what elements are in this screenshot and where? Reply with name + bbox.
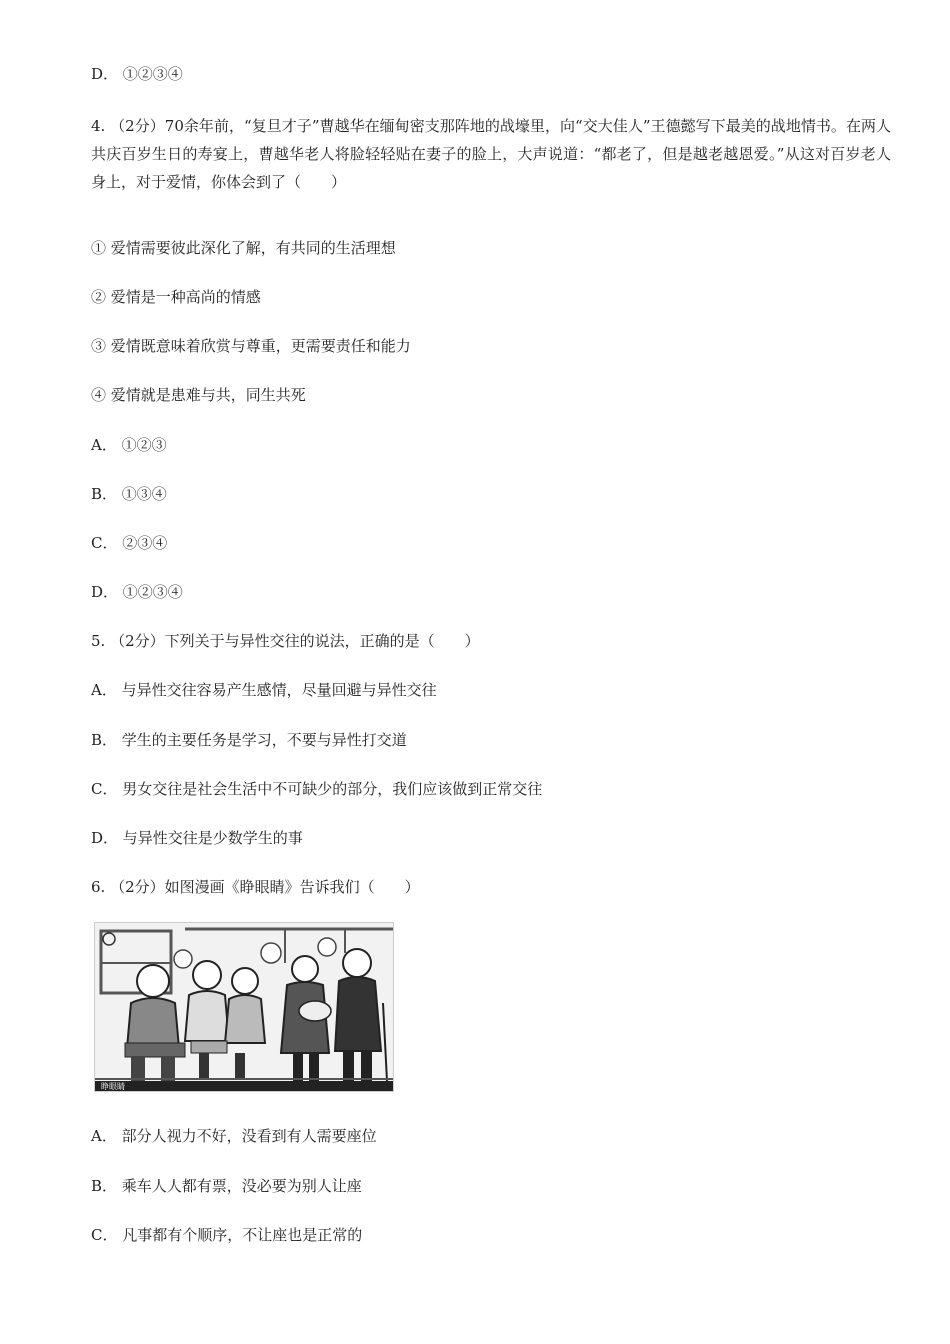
- q5-option-b[interactable]: B． 学生的主要任务是学习，不要与异性打交道: [91, 731, 407, 749]
- q4-option-d[interactable]: D． ①②③④: [91, 583, 183, 601]
- q6-option-a[interactable]: A． 部分人视力不好，没看到有人需要座位: [91, 1127, 377, 1145]
- q5-stem: 5. （2分）下列关于与异性交往的说法，正确的是（ ）: [91, 632, 480, 650]
- comic-image: [94, 922, 394, 1092]
- q4-statement: ③ 爱情既意味着欣赏与尊重，更需要责任和能力: [91, 337, 411, 355]
- q6-option-b[interactable]: B． 乘车人人都有票，没必要为别人让座: [91, 1177, 362, 1195]
- q5-option-d[interactable]: D． 与异性交往是少数学生的事: [91, 829, 303, 847]
- q6-option-c[interactable]: C． 凡事都有个顺序，不让座也是正常的: [91, 1226, 363, 1244]
- q4-statement: ① 爱情需要彼此深化了解，有共同的生活理想: [91, 239, 396, 257]
- q4-option-c[interactable]: C． ②③④: [91, 534, 168, 552]
- q4-stem: 4. （2分）70余年前，“复旦才子”曹越华在缅甸密支那阵地的战壕里，向“交大佳人”王德懿写下最美的战地情书。在两人共庆百岁生日的寿宴上，曹越华老人将脸轻轻贴在妻子的脸上，大声说道：“都老了，但是越老越恩爱。”从这对百岁老人身上，对于爱情，你体会到了（ ）: [91, 117, 891, 191]
- q5-option-a[interactable]: A． 与异性交往容易产生感情，尽量回避与异性交往: [91, 681, 437, 699]
- q4-option-a[interactable]: A． ①②③: [91, 436, 167, 454]
- q6-stem: 6. （2分）如图漫画《睁眼睛》告诉我们（ ）: [91, 878, 420, 896]
- comic-caption: 睁眼睛: [101, 1082, 125, 1091]
- q4-statement: ② 爱情是一种高尚的情感: [91, 288, 261, 306]
- q3-option-d: D． ①②③④: [91, 65, 183, 83]
- q5-option-c[interactable]: C． 男女交往是社会生活中不可缺少的部分，我们应该做到正常交往: [91, 780, 543, 798]
- q4-statement: ④ 爱情就是患难与共，同生共死: [91, 386, 306, 404]
- comic-illustration: [95, 923, 393, 1091]
- q4-option-b[interactable]: B． ①③④: [91, 485, 167, 503]
